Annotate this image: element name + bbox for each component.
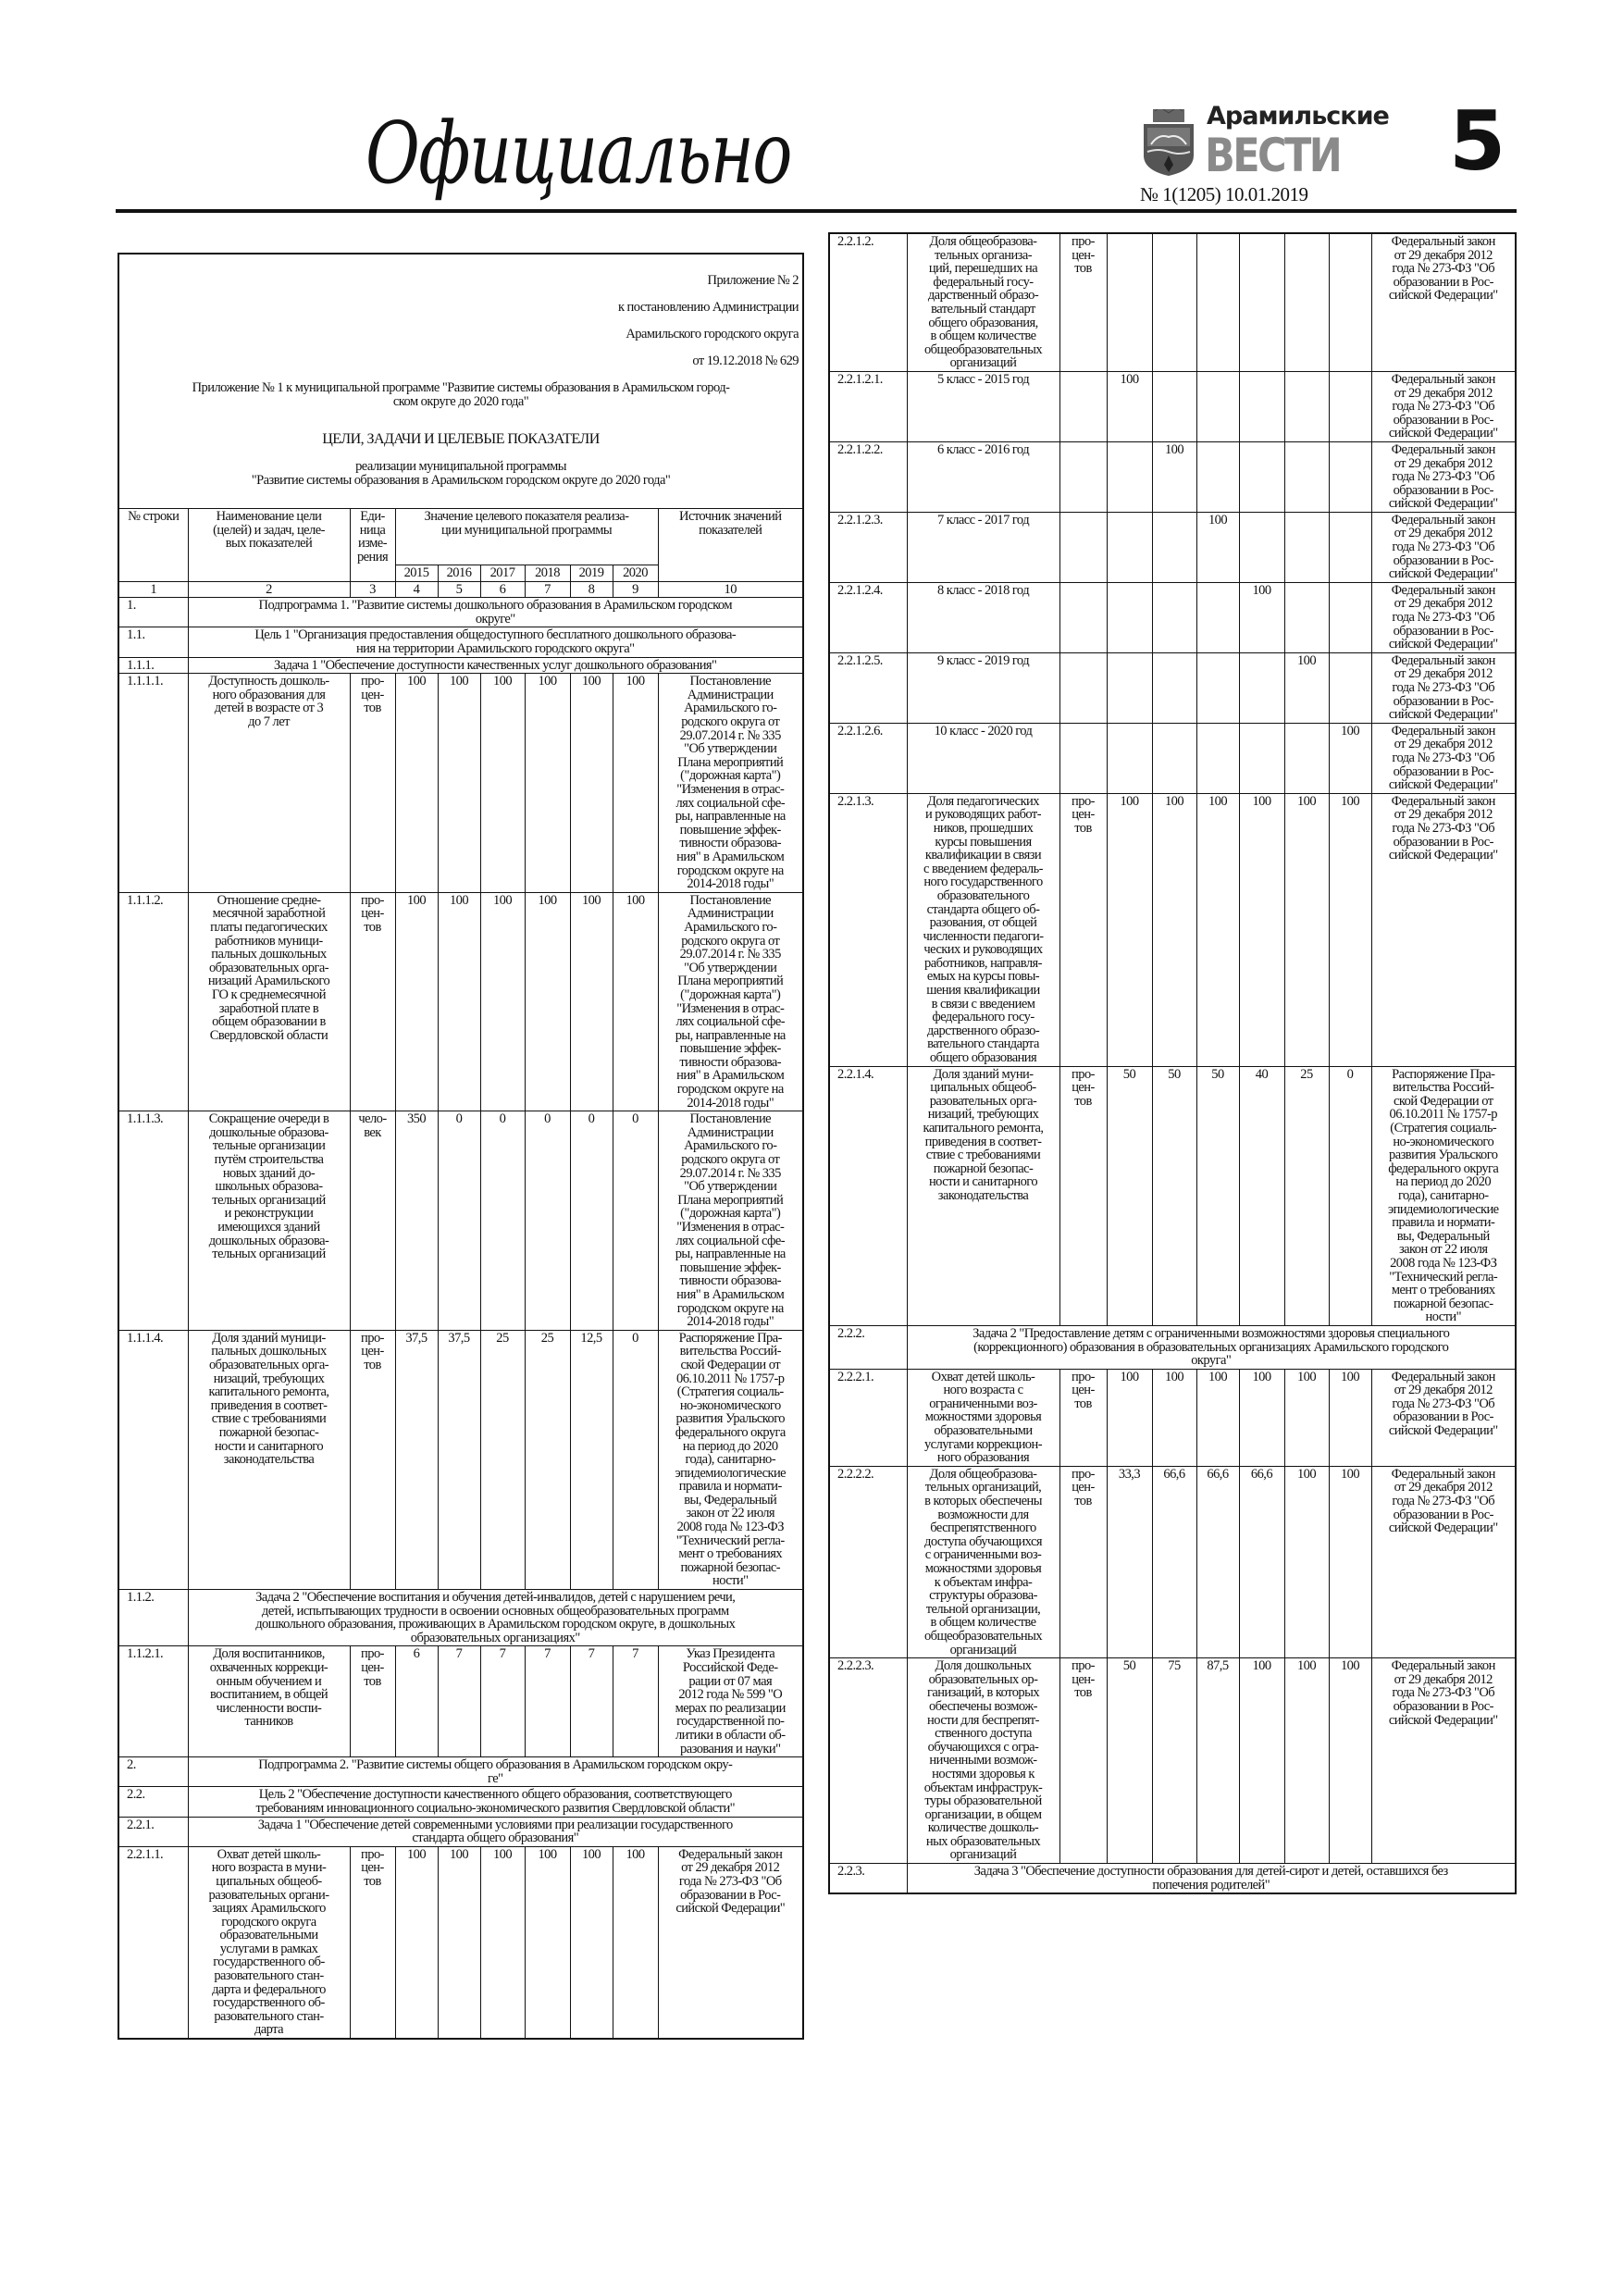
value-cell: 7 xyxy=(613,1646,658,1757)
value-cell: 100 xyxy=(438,892,480,1111)
value-cell xyxy=(1239,441,1284,512)
source-cell: Постановление Администрации Арамильского го- родского округа от 29.07.2014 г. № 335 "Об утверждении Плана мероприятий ("дорожная карта") "Изменения в отрас- лях социальной сфе- ры, направленные на повышение эффек- тивности образова- ния" в Арамильском городском округе на 2014-2018 годы" xyxy=(658,674,803,893)
value-cell xyxy=(1107,441,1152,512)
value-cell: 100 xyxy=(525,892,570,1111)
value-cell: 100 xyxy=(1107,371,1152,441)
value-cell: 100 xyxy=(1107,1369,1152,1466)
value-cell xyxy=(1284,233,1329,371)
indicator-name: Доля воспитанников, охваченных коррекци- онным обучением и воспитанием, в общей численности воспи- танников xyxy=(188,1646,350,1757)
value-cell: 100 xyxy=(480,892,525,1111)
targets-table-right xyxy=(828,232,1517,1894)
program-appendix: Приложение № 1 к муниципальной программе "Развитие системы образования в Арамильском город- ском округе до 2020 года" xyxy=(192,380,730,409)
value-cell xyxy=(1329,512,1371,582)
value-cell xyxy=(1329,652,1371,723)
value-cell: 100 xyxy=(395,892,438,1111)
value-cell: 40 xyxy=(1239,1066,1284,1325)
unit-cell: про- цен- тов xyxy=(350,1846,395,2039)
year-header: 2017 xyxy=(480,565,525,582)
indicator-name: 10 класс - 2020 год xyxy=(907,723,1059,793)
value-cell: 50 xyxy=(1152,1066,1196,1325)
row-number: 2.2.2. xyxy=(829,1325,907,1369)
section-heading: Задача 2 "Предоставление детям с ограниченными возможностями здоровья специального (коррекционного) образования в образовательных организациях Арамильского городского округа" xyxy=(907,1325,1516,1369)
value-cell: 350 xyxy=(395,1111,438,1331)
table-row xyxy=(829,1466,1516,1657)
value-cell xyxy=(1239,233,1284,371)
section-row xyxy=(118,1817,803,1846)
issue-number: № 1(1205) 10.01.2019 xyxy=(1140,183,1308,205)
section-row xyxy=(829,1325,1516,1369)
value-cell: 6 xyxy=(395,1646,438,1757)
source-cell: Федеральный закон от 29 декабря 2012 года № 273-ФЗ "Об образовании в Рос- сийской Федерации" xyxy=(1371,1658,1516,1864)
unit-cell xyxy=(1059,652,1107,723)
unit-cell: про- цен- тов xyxy=(350,892,395,1111)
section-row xyxy=(118,627,803,657)
value-cell: 100 xyxy=(1329,1369,1371,1466)
value-cell: 75 xyxy=(1152,1658,1196,1864)
table-row xyxy=(118,674,803,893)
section-row xyxy=(118,1787,803,1817)
row-number: 2.2.1.2.5. xyxy=(829,652,907,723)
source-cell: Постановление Администрации Арамильского го- родского округа от 29.07.2014 г. № 335 "Об утверждении Плана мероприятий ("дорожная карта") "Изменения в отрас- лях социальной сфе- ры, направленные на повышение эффек- тивности образова- ния" в Арамильском городском округе на 2014-2018 годы" xyxy=(658,892,803,1111)
value-cell: 100 xyxy=(1196,512,1239,582)
value-cell: 7 xyxy=(525,1646,570,1757)
value-cell: 66,6 xyxy=(1152,1466,1196,1657)
value-cell: 100 xyxy=(1284,793,1329,1066)
value-cell: 0 xyxy=(613,1111,658,1331)
value-cell: 7 xyxy=(570,1646,613,1757)
row-number: 1.1.2.1. xyxy=(118,1646,188,1757)
intro-row xyxy=(118,254,803,509)
unit-cell xyxy=(1059,723,1107,793)
value-cell: 100 xyxy=(1196,793,1239,1066)
section-row xyxy=(118,1757,803,1787)
section-heading: Задача 2 "Обеспечение воспитания и обучения детей-инвалидов, детей с нарушением речи, детей, испытывающих трудности в освоении основных общеобразовательных программ дошкольного образования, проживающих в Арамильском городском округе, в дошкольных образовательных организациях" xyxy=(188,1590,803,1646)
unit-cell xyxy=(1059,512,1107,582)
value-cell: 100 xyxy=(480,674,525,893)
section-row xyxy=(118,1590,803,1646)
col-header-unit: Еди- ница изме- рения xyxy=(350,509,395,582)
value-cell: 100 xyxy=(1284,1658,1329,1864)
col-header-source: Источник значений показателей xyxy=(658,509,803,582)
value-cell xyxy=(1284,582,1329,652)
value-cell: 100 xyxy=(438,674,480,893)
row-number: 2.2.2.1. xyxy=(829,1369,907,1466)
unit-cell: чело- век xyxy=(350,1111,395,1331)
indicator-name: 7 класс - 2017 год xyxy=(907,512,1059,582)
indicator-name: Доля общеобразова- тельных организаций, в которых обеспечены возможности для беспрепятственного доступа обучающихся с ограниченными воз- можностями здоровья к объектам инфра- структуры образова- тельной организации, в общем количестве общеобразовательных организаций xyxy=(907,1466,1059,1657)
value-cell xyxy=(1152,233,1196,371)
row-number: 2.2. xyxy=(118,1787,188,1817)
row-number: 2.2.1.2.6. xyxy=(829,723,907,793)
value-cell: 66,6 xyxy=(1239,1466,1284,1657)
targets-table-left xyxy=(118,253,804,2040)
value-cell xyxy=(1107,723,1152,793)
value-cell xyxy=(1196,441,1239,512)
source-cell: Федеральный закон от 29 декабря 2012 года № 273-ФЗ "Об образовании в Рос- сийской Федерации" xyxy=(1371,371,1516,441)
value-cell: 100 xyxy=(480,1846,525,2039)
appendix-line: Арамильского городского округа xyxy=(626,326,799,341)
row-number: 2.2.1. xyxy=(118,1817,188,1846)
header-divider xyxy=(116,209,1517,213)
value-cell: 100 xyxy=(613,674,658,893)
source-cell: Федеральный закон от 29 декабря 2012 года № 273-ФЗ "Об образовании в Рос- сийской Федерации" xyxy=(658,1846,803,2039)
table-row xyxy=(829,441,1516,512)
indicator-name: Доступность дошколь- ного образования для детей в возрасте от 3 до 7 лет xyxy=(188,674,350,893)
source-cell: Федеральный закон от 29 декабря 2012 года № 273-ФЗ "Об образовании в Рос- сийской Федерации" xyxy=(1371,441,1516,512)
value-cell: 50 xyxy=(1196,1066,1239,1325)
value-cell xyxy=(1152,512,1196,582)
value-cell: 100 xyxy=(570,892,613,1111)
value-cell xyxy=(1107,512,1152,582)
indicator-name: Доля общеобразова- тельных организа- ций, перешедших на федеральный госу- дарственный образо- вательный стандарт общего образования, в общем количестве общеобразовательных организаций xyxy=(907,233,1059,371)
table-row xyxy=(829,1369,1516,1466)
source-cell: Распоряжение Пра- вительства Россий- ской Федерации от 06.10.2011 № 1757-р (Стратегия социаль- но-экономического развития Уральского федерального округа на период до 2020 года), санитарно- эпидемиологические правила и нормати- вы, Федеральный закон от 22 июля 2008 года № 123-ФЗ "Технический регла- мент о требованиях пожарной безопас- ности" xyxy=(1371,1066,1516,1325)
column-index: 7 xyxy=(525,581,570,598)
value-cell: 25 xyxy=(480,1330,525,1589)
unit-cell xyxy=(1059,441,1107,512)
unit-cell xyxy=(1059,582,1107,652)
index-row xyxy=(118,581,803,598)
coat-of-arms-icon xyxy=(1140,109,1197,176)
source-cell: Федеральный закон от 29 декабря 2012 года № 273-ФЗ "Об образовании в Рос- сийской Федерации" xyxy=(1371,582,1516,652)
source-cell: Постановление Администрации Арамильского го- родского округа от 29.07.2014 г. № 335 "Об утверждении Плана мероприятий ("дорожная карта") "Изменения в отрас- лях социальной сфе- ры, направленные на повышение эффек- тивности образова- ния" в Арамильском городском округе на 2014-2018 годы" xyxy=(658,1111,803,1331)
source-cell: Федеральный закон от 29 декабря 2012 года № 273-ФЗ "Об образовании в Рос- сийской Федерации" xyxy=(1371,793,1516,1066)
value-cell xyxy=(1196,582,1239,652)
value-cell xyxy=(1196,233,1239,371)
row-number: 1.1. xyxy=(118,627,188,657)
value-cell: 7 xyxy=(438,1646,480,1757)
indicator-name: 9 класс - 2019 год xyxy=(907,652,1059,723)
value-cell xyxy=(1196,652,1239,723)
value-cell: 0 xyxy=(570,1111,613,1331)
table-row xyxy=(829,793,1516,1066)
section-heading: Цель 2 "Обеспечение доступности качественного общего образования, соответствующего требованиям инновационного социально-экономического развития Свердловской области" xyxy=(188,1787,803,1817)
col-header-values: Значение целевого показателя реализа- ции муниципальной программы xyxy=(395,509,658,565)
document-subtitle: реализации муниципальной программы "Развитие системы образования в Арамильском городском округе до 2020 года" xyxy=(251,459,671,488)
value-cell: 100 xyxy=(1239,582,1284,652)
table-row xyxy=(829,1658,1516,1864)
column-index: 2 xyxy=(188,581,350,598)
col-header-name: Наименование цели (целей) и задач, целе- вых показателей xyxy=(188,509,350,582)
unit-cell: про- цен- тов xyxy=(350,1646,395,1757)
value-cell: 0 xyxy=(480,1111,525,1331)
value-cell: 25 xyxy=(1284,1066,1329,1325)
unit-cell: про- цен- тов xyxy=(1059,1369,1107,1466)
unit-cell: про- цен- тов xyxy=(1059,1466,1107,1657)
value-cell: 100 xyxy=(395,1846,438,2039)
table-row xyxy=(829,371,1516,441)
row-number: 1.1.1.2. xyxy=(118,892,188,1111)
appendix-line: Приложение № 2 xyxy=(707,272,799,288)
indicator-name: Доля зданий муници- пальных дошкольных образовательных орга- низаций, требующих капитального ремонта, приведения в соответ- ствие с требованиями пожарной безопас- ности и санитарного законодательства xyxy=(188,1330,350,1589)
value-cell xyxy=(1329,441,1371,512)
indicator-name: Отношение средне- месячной заработной платы педагогических работников муници- пальных дошкольных образовательных орга- низаций Арамильского ГО к среднемесячной заработной плате в общем образовании в Свердловской области xyxy=(188,892,350,1111)
source-cell: Федеральный закон от 29 декабря 2012 года № 273-ФЗ "Об образовании в Рос- сийской Федерации" xyxy=(1371,1369,1516,1466)
value-cell xyxy=(1284,371,1329,441)
value-cell: 100 xyxy=(438,1846,480,2039)
row-number: 2.2.1.1. xyxy=(118,1846,188,2039)
column-index: 5 xyxy=(438,581,480,598)
section-row xyxy=(118,598,803,627)
table-row xyxy=(829,723,1516,793)
value-cell: 100 xyxy=(395,674,438,893)
row-number: 1. xyxy=(118,598,188,627)
table-row xyxy=(118,1846,803,2039)
value-cell xyxy=(1152,371,1196,441)
value-cell xyxy=(1239,723,1284,793)
row-number: 2.2.2.3. xyxy=(829,1658,907,1864)
table-row xyxy=(118,1646,803,1757)
source-cell: Федеральный закон от 29 декабря 2012 года № 273-ФЗ "Об образовании в Рос- сийской Федерации" xyxy=(1371,512,1516,582)
table-row xyxy=(118,1330,803,1589)
section-heading: Задача 1 "Обеспечение доступности качественных услуг дошкольного образования" xyxy=(188,657,803,674)
table-row xyxy=(829,233,1516,371)
value-cell: 100 xyxy=(1329,1658,1371,1864)
value-cell xyxy=(1152,723,1196,793)
document-title: ЦЕЛИ, ЗАДАЧИ И ЦЕЛЕВЫЕ ПОКАЗАТЕЛИ xyxy=(322,431,600,448)
value-cell: 0 xyxy=(1329,1066,1371,1325)
section-heading: Подпрограмма 2. "Развитие системы общего образования в Арамильском городском окру- ге" xyxy=(188,1757,803,1787)
value-cell xyxy=(1196,723,1239,793)
value-cell: 100 xyxy=(525,1846,570,2039)
indicator-name: Охват детей школь- ного возраста с ограниченными воз- можностями здоровья образовательными услугами коррекцион- ного образования xyxy=(907,1369,1059,1466)
unit-cell: про- цен- тов xyxy=(1059,233,1107,371)
table-row xyxy=(829,582,1516,652)
value-cell: 100 xyxy=(1329,1466,1371,1657)
row-number: 1.1.1.1. xyxy=(118,674,188,893)
year-header: 2019 xyxy=(570,565,613,582)
section-row xyxy=(118,657,803,674)
value-cell: 100 xyxy=(570,674,613,893)
newspaper-logo xyxy=(1140,102,1389,182)
table-row xyxy=(829,512,1516,582)
value-cell: 100 xyxy=(1239,1658,1284,1864)
value-cell: 12,5 xyxy=(570,1330,613,1589)
row-number: 2.2.3. xyxy=(829,1864,907,1894)
value-cell xyxy=(1152,652,1196,723)
column-index: 10 xyxy=(658,581,803,598)
value-cell: 100 xyxy=(1284,1369,1329,1466)
value-cell: 100 xyxy=(1152,1369,1196,1466)
value-cell xyxy=(1284,441,1329,512)
logo-top-text: Арамильские xyxy=(1207,102,1389,130)
value-cell xyxy=(1284,723,1329,793)
value-cell xyxy=(1107,233,1152,371)
row-number: 2.2.1.2.4. xyxy=(829,582,907,652)
unit-cell: про- цен- тов xyxy=(1059,1658,1107,1864)
value-cell: 100 xyxy=(1239,793,1284,1066)
value-cell: 100 xyxy=(613,892,658,1111)
section-title: Официально xyxy=(365,104,791,203)
source-cell: Указ Президента Российской Феде- рации от 07 мая 2012 года № 599 "О мерах по реализации государственной по- литики в области об- разования и науки" xyxy=(658,1646,803,1757)
value-cell: 100 xyxy=(1196,1369,1239,1466)
row-number: 1.1.1.3. xyxy=(118,1111,188,1331)
value-cell: 100 xyxy=(1239,1369,1284,1466)
logo-main-text: ВЕСТИ xyxy=(1205,129,1341,182)
indicator-name: Доля зданий муни- ципальных общеоб- разовательных орга- низаций, требующих капитального ремонта, приведения в соответ- ствие с требованиями пожарной безопас- ности и санитарного законодательства xyxy=(907,1066,1059,1325)
row-number: 1.1.1.4. xyxy=(118,1330,188,1589)
value-cell: 37,5 xyxy=(438,1330,480,1589)
section-row xyxy=(829,1864,1516,1894)
value-cell xyxy=(1107,652,1152,723)
value-cell xyxy=(1239,371,1284,441)
column-index: 9 xyxy=(613,581,658,598)
value-cell: 0 xyxy=(525,1111,570,1331)
value-cell xyxy=(1284,512,1329,582)
value-cell: 0 xyxy=(613,1330,658,1589)
row-number: 2.2.1.2.1. xyxy=(829,371,907,441)
indicator-name: Охват детей школь- ного возраста в муни- ципальных общеоб- разовательных органи- зациях Арамильского городского округа образовательными услугами в рамках государственного об- разовательного стан- дарта и федерального государственного об- разовательного стан- дарта xyxy=(188,1846,350,2039)
value-cell: 66,6 xyxy=(1196,1466,1239,1657)
value-cell: 50 xyxy=(1107,1066,1152,1325)
row-number: 2.2.1.2.2. xyxy=(829,441,907,512)
unit-cell: про- цен- тов xyxy=(350,1330,395,1589)
value-cell: 100 xyxy=(570,1846,613,2039)
value-cell: 100 xyxy=(1329,723,1371,793)
column-index: 4 xyxy=(395,581,438,598)
column-index: 8 xyxy=(570,581,613,598)
year-header: 2020 xyxy=(613,565,658,582)
value-cell: 33,3 xyxy=(1107,1466,1152,1657)
source-cell: Федеральный закон от 29 декабря 2012 года № 273-ФЗ "Об образовании в Рос- сийской Федерации" xyxy=(1371,652,1516,723)
value-cell xyxy=(1107,582,1152,652)
table-row xyxy=(829,1066,1516,1325)
document-intro xyxy=(118,254,803,509)
value-cell: 100 xyxy=(1107,793,1152,1066)
section-heading: Задача 3 "Обеспечение доступности образования для детей-сирот и детей, оставшихся без попечения родителей" xyxy=(907,1864,1516,1894)
year-header: 2018 xyxy=(525,565,570,582)
indicator-name: Сокращение очереди в дошкольные образова- тельные организации путём строительства новых зданий до- школьных образова- тельных организаций и реконструкции имеющихся зданий дошкольных образова- тельных организаций xyxy=(188,1111,350,1331)
row-number: 2.2.1.2.3. xyxy=(829,512,907,582)
unit-cell: про- цен- тов xyxy=(1059,793,1107,1066)
column-index: 6 xyxy=(480,581,525,598)
section-heading: Подпрограмма 1. "Развитие системы дошкольного образования в Арамильском городском округе" xyxy=(188,598,803,627)
value-cell xyxy=(1329,371,1371,441)
value-cell xyxy=(1152,582,1196,652)
year-header: 2015 xyxy=(395,565,438,582)
table-row xyxy=(118,1111,803,1331)
source-cell: Федеральный закон от 29 декабря 2012 года № 273-ФЗ "Об образовании в Рос- сийской Федерации" xyxy=(1371,723,1516,793)
row-number: 2. xyxy=(118,1757,188,1787)
value-cell: 100 xyxy=(1284,1466,1329,1657)
value-cell: 100 xyxy=(1284,652,1329,723)
year-header: 2016 xyxy=(438,565,480,582)
table-row xyxy=(118,892,803,1111)
value-cell: 7 xyxy=(480,1646,525,1757)
indicator-name: Доля педагогических и руководящих работ- ников, прошедших курсы повышения квалификации в связи с введением федераль- ного государственного образовательного стандарта общего об- разования, от общей численности педагоги- ческих и руководящих работников, направля- емых на курсы повы- шения квалификации в связи с введением федерального госу- дарственного образо- вательного стандарта общего образования xyxy=(907,793,1059,1066)
indicator-name: 5 класс - 2015 год xyxy=(907,371,1059,441)
value-cell xyxy=(1196,371,1239,441)
table-row xyxy=(829,652,1516,723)
unit-cell: про- цен- тов xyxy=(350,674,395,893)
source-cell: Федеральный закон от 29 декабря 2012 года № 273-ФЗ "Об образовании в Рос- сийской Федерации" xyxy=(1371,233,1516,371)
header-row xyxy=(118,509,803,565)
value-cell: 0 xyxy=(438,1111,480,1331)
value-cell xyxy=(1239,652,1284,723)
indicator-name: 8 класс - 2018 год xyxy=(907,582,1059,652)
section-heading: Цель 1 "Организация предоставления общедоступного бесплатного дошкольного образова- ния на территории Арамильского городского округа" xyxy=(188,627,803,657)
row-number: 2.2.1.2. xyxy=(829,233,907,371)
value-cell xyxy=(1329,582,1371,652)
indicator-name: 6 класс - 2016 год xyxy=(907,441,1059,512)
row-number: 1.1.2. xyxy=(118,1590,188,1646)
column-index: 1 xyxy=(118,581,188,598)
value-cell xyxy=(1329,233,1371,371)
value-cell: 37,5 xyxy=(395,1330,438,1589)
appendix-line: к постановлению Администрации xyxy=(617,299,799,315)
row-number: 2.2.1.3. xyxy=(829,793,907,1066)
value-cell: 87,5 xyxy=(1196,1658,1239,1864)
page-number: 5 xyxy=(1449,93,1506,189)
col-header-num: № строки xyxy=(118,509,188,582)
row-number: 1.1.1. xyxy=(118,657,188,674)
unit-cell: про- цен- тов xyxy=(1059,1066,1107,1325)
section-heading: Задача 1 "Обеспечение детей современными условиями при реализации государственного стандарта общего образования" xyxy=(188,1817,803,1846)
row-number: 2.2.1.4. xyxy=(829,1066,907,1325)
value-cell: 100 xyxy=(1152,441,1196,512)
source-cell: Распоряжение Пра- вительства Россий- ской Федерации от 06.10.2011 № 1757-р (Стратегия социаль- но-экономического развития Уральского федерального округа на период до 2020 года), санитарно- эпидемиологические правила и нормати- вы, Федеральный закон от 22 июля 2008 года № 123-ФЗ "Технический регла- мент о требованиях пожарной безопас- ности" xyxy=(658,1330,803,1589)
value-cell: 100 xyxy=(1152,793,1196,1066)
value-cell: 100 xyxy=(613,1846,658,2039)
value-cell: 50 xyxy=(1107,1658,1152,1864)
value-cell: 100 xyxy=(525,674,570,893)
row-number: 2.2.2.2. xyxy=(829,1466,907,1657)
column-index: 3 xyxy=(350,581,395,598)
value-cell: 25 xyxy=(525,1330,570,1589)
appendix-line: от 19.12.2018 № 629 xyxy=(692,354,799,369)
indicator-name: Доля дошкольных образовательных ор- ганизаций, в которых обеспечены возмож- ности для беспрепят- ственного доступа обучающихся с огра- ниченными возмож- ностями здоровья к объектам инфраструк- туры образовательной организации, в общем количестве дошколь- ных образовательных организаций xyxy=(907,1658,1059,1864)
value-cell: 100 xyxy=(1329,793,1371,1066)
value-cell xyxy=(1239,512,1284,582)
unit-cell xyxy=(1059,371,1107,441)
source-cell: Федеральный закон от 29 декабря 2012 года № 273-ФЗ "Об образовании в Рос- сийской Федерации" xyxy=(1371,1466,1516,1657)
